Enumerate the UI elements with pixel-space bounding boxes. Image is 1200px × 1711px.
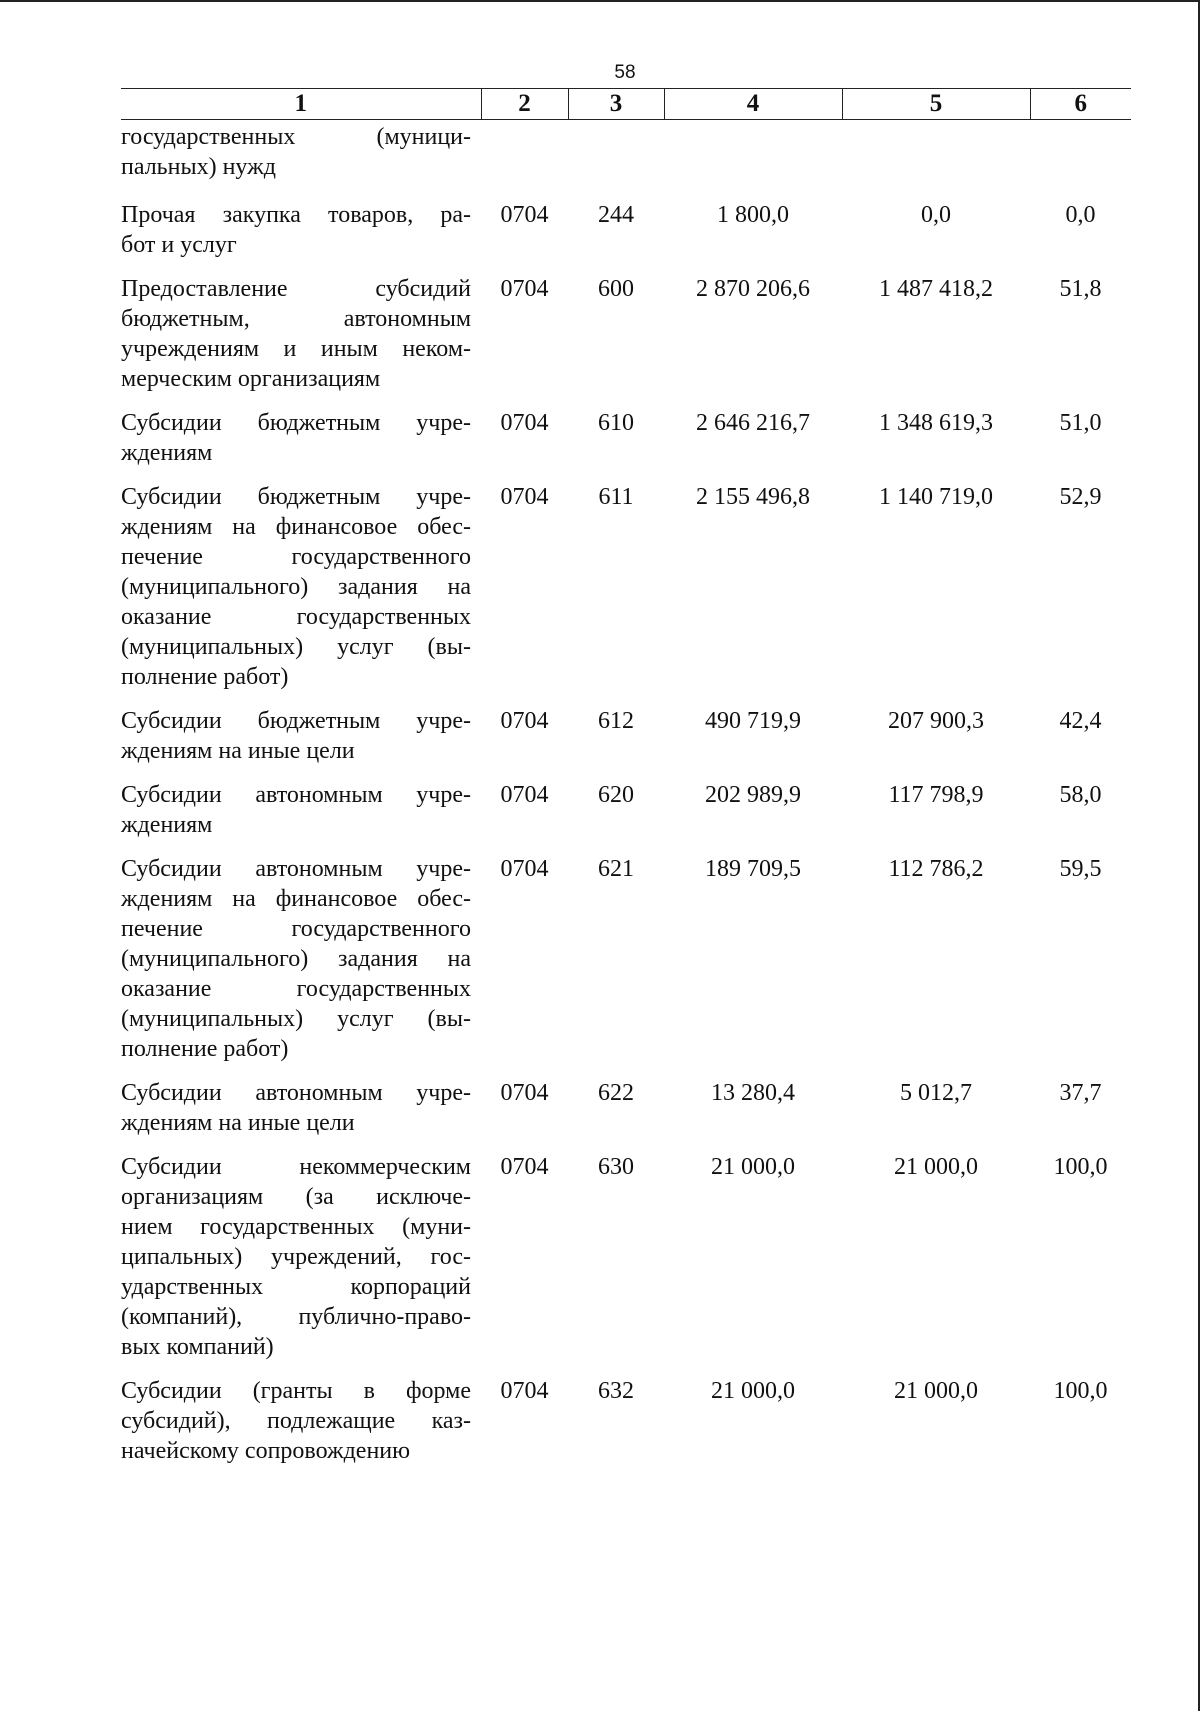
row-planned-amount: 13 280,4	[711, 1080, 795, 1106]
row-percent: 37,7	[1059, 1080, 1102, 1106]
row-percent: 42,4	[1059, 708, 1102, 734]
table-row	[121, 260, 1131, 394]
row-description	[121, 766, 481, 840]
budget-table	[121, 88, 1131, 1466]
row-percent: 51,8	[1059, 276, 1102, 302]
row-section-code: 0704	[500, 484, 549, 510]
row-description-line: Предоставление субсидий	[121, 276, 471, 302]
row-description-line: (муниципального) задания на	[121, 574, 471, 600]
row-description-line: Субсидии (гранты в форме	[121, 1378, 471, 1404]
table-row	[121, 1064, 1131, 1138]
row-description	[121, 468, 481, 692]
table-body	[121, 120, 1131, 1467]
row-description-line: (компаний), публично-право-	[121, 1304, 471, 1330]
row-actual-amount: 1 140 719,0	[879, 484, 993, 510]
row-description-line: (муниципальных) услуг (вы-	[121, 1006, 471, 1032]
row-description-line: ципальных) учреждений, гос-	[121, 1244, 471, 1270]
row-planned-amount: 21 000,0	[711, 1154, 795, 1180]
table-row	[121, 1362, 1131, 1466]
row-description-line: печение государственного	[121, 916, 471, 942]
row-description-line: пальных) нужд	[121, 154, 276, 180]
header-col-1: 1	[121, 89, 481, 120]
row-description-line: ждениям на иные цели	[121, 1110, 355, 1136]
row-description-line: бюджетным, автономным	[121, 306, 471, 332]
row-expense-code: 620	[598, 782, 634, 808]
row-percent: 0,0	[1065, 202, 1096, 228]
row-percent: 58,0	[1059, 782, 1102, 808]
row-description	[121, 1362, 481, 1466]
row-planned-amount: 21 000,0	[711, 1378, 795, 1404]
row-percent: 52,9	[1059, 484, 1102, 510]
header-col-3: 3	[568, 89, 664, 120]
row-expense-code: 244	[598, 202, 634, 228]
row-description-line: ждениям на финансовое обес-	[121, 514, 471, 540]
row-description-line: ждениям	[121, 440, 213, 466]
header-row	[121, 89, 1131, 120]
row-section-code: 0704	[500, 856, 549, 882]
row-planned-amount: 202 989,9	[705, 782, 801, 808]
row-section-code: 0704	[500, 1154, 549, 1180]
row-section-code: 0704	[500, 1378, 549, 1404]
row-description-line: ударственных корпораций	[121, 1274, 471, 1300]
row-description-line: (муниципальных) услуг (вы-	[121, 634, 471, 660]
table-row	[121, 394, 1131, 468]
row-percent: 59,5	[1059, 856, 1102, 882]
scan-top-edge	[0, 0, 1200, 2]
row-expense-code: 632	[598, 1378, 634, 1404]
row-description-line: учреждениям и иным неком-	[121, 336, 471, 362]
row-section-code: 0704	[500, 276, 549, 302]
row-description-line: оказание государственных	[121, 604, 471, 630]
row-expense-code: 622	[598, 1080, 634, 1106]
row-description-line: ждениям на иные цели	[121, 738, 355, 764]
row-planned-amount: 2 155 496,8	[696, 484, 810, 510]
row-description-line: Субсидии автономным учре-	[121, 1080, 471, 1106]
table-row	[121, 766, 1131, 840]
row-expense-code: 600	[598, 276, 634, 302]
row-description	[121, 840, 481, 1064]
page-number: 58	[614, 62, 636, 83]
row-section-code: 0704	[500, 410, 549, 436]
row-description-line: Прочая закупка товаров, ра-	[121, 202, 471, 228]
row-section-code	[481, 120, 568, 183]
row-description	[121, 1138, 481, 1362]
row-percent	[1030, 120, 1131, 183]
table-row	[121, 1138, 1131, 1362]
row-description-line: ждениям на финансовое обес-	[121, 886, 471, 912]
row-expense-code: 621	[598, 856, 634, 882]
row-planned-amount: 490 719,9	[705, 708, 801, 734]
row-planned-amount	[664, 120, 842, 183]
row-actual-amount: 1 348 619,3	[879, 410, 993, 436]
row-description-line: Субсидии бюджетным учре-	[121, 410, 471, 436]
row-percent: 100,0	[1053, 1154, 1108, 1180]
row-actual-amount: 207 900,3	[888, 708, 984, 734]
row-description-line: полнение работ)	[121, 1036, 289, 1062]
row-description	[121, 120, 481, 183]
row-description-line: Субсидии бюджетным учре-	[121, 484, 471, 510]
row-description-line: бот и услуг	[121, 232, 237, 258]
budget-table-container	[121, 88, 1131, 1466]
row-section-code: 0704	[500, 708, 549, 734]
row-description-line: нием государственных (муни-	[121, 1214, 471, 1240]
row-expense-code: 612	[598, 708, 634, 734]
header-col-2: 2	[481, 89, 568, 120]
row-description-line: Субсидии некоммерческим	[121, 1154, 471, 1180]
row-description-line: мерческим организациям	[121, 366, 381, 392]
row-actual-amount: 117 798,9	[888, 782, 984, 808]
row-description-line: оказание государственных	[121, 976, 471, 1002]
table-row	[121, 468, 1131, 692]
row-actual-amount	[842, 120, 1030, 183]
row-planned-amount: 189 709,5	[705, 856, 801, 882]
row-description-line: организациям (за исключе-	[121, 1184, 471, 1210]
row-section-code: 0704	[500, 782, 549, 808]
row-section-code: 0704	[500, 202, 549, 228]
row-description-line: ждениям	[121, 812, 213, 838]
row-percent: 100,0	[1053, 1378, 1108, 1404]
row-description	[121, 260, 481, 394]
header-col-5: 5	[842, 89, 1030, 120]
table-row	[121, 182, 1131, 260]
row-actual-amount: 0,0	[921, 202, 951, 228]
row-description-line: полнение работ)	[121, 664, 289, 690]
row-expense-code: 610	[598, 410, 634, 436]
row-actual-amount: 5 012,7	[900, 1080, 972, 1106]
table-row	[121, 120, 1131, 183]
row-description-line: начейскому сопровождению	[121, 1438, 411, 1464]
header-col-4: 4	[664, 89, 842, 120]
row-description-line: вых компаний)	[121, 1334, 274, 1360]
row-actual-amount: 112 786,2	[888, 856, 984, 882]
row-section-code: 0704	[500, 1080, 549, 1106]
row-description-line: государственных (муници-	[121, 124, 471, 150]
row-expense-code	[568, 120, 664, 183]
row-expense-code: 611	[598, 484, 634, 510]
row-description-line: (муниципального) задания на	[121, 946, 471, 972]
table-row	[121, 692, 1131, 766]
row-expense-code: 630	[598, 1154, 634, 1180]
table-row	[121, 840, 1131, 1064]
row-planned-amount: 2 646 216,7	[696, 410, 810, 436]
row-description-line: Субсидии автономным учре-	[121, 856, 471, 882]
row-planned-amount: 1 800,0	[717, 202, 789, 228]
row-description-line: Субсидии бюджетным учре-	[121, 708, 471, 734]
row-description	[121, 394, 481, 468]
row-description-line: Субсидии автономным учре-	[121, 782, 471, 808]
row-description-line: печение государственного	[121, 544, 471, 570]
row-description-line: субсидий), подлежащие каз-	[121, 1408, 471, 1434]
row-actual-amount: 21 000,0	[894, 1154, 978, 1180]
table-header	[121, 89, 1131, 120]
row-description	[121, 182, 481, 260]
row-planned-amount: 2 870 206,6	[696, 276, 810, 302]
row-description	[121, 692, 481, 766]
row-actual-amount: 1 487 418,2	[879, 276, 993, 302]
header-col-6: 6	[1030, 89, 1131, 120]
row-percent: 51,0	[1059, 410, 1102, 436]
row-actual-amount: 21 000,0	[894, 1378, 978, 1404]
row-description	[121, 1064, 481, 1138]
